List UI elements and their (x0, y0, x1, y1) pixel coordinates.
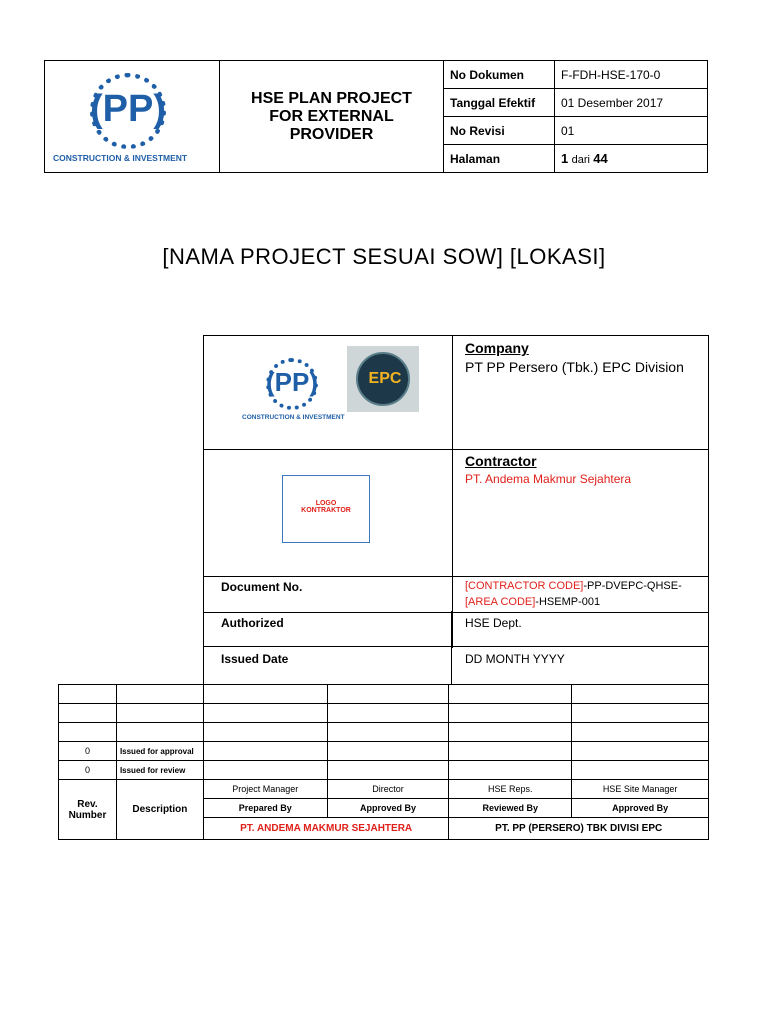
company-name: PT PP Persero (Tbk.) EPC Division (465, 359, 684, 375)
rev-description: Issued for approval (116, 742, 203, 761)
header-title-line-1: HSE PLAN PROJECT (251, 89, 412, 107)
pp-logo-mark: (PP) (90, 88, 166, 130)
action-reviewed-by: Reviewed By (449, 799, 572, 818)
authorized-label: Authorized (221, 616, 284, 630)
header-logo-cell (45, 61, 220, 173)
page-of-text: dari (571, 154, 590, 166)
company-pp-logo (242, 346, 352, 426)
field-value-halaman (555, 145, 708, 173)
document-no-contractor-code: [CONTRACTOR CODE] (465, 580, 584, 592)
page-number: 1 (561, 151, 569, 166)
field-value-no-revisi: 01 (555, 117, 708, 145)
document-no-suffix: -HSEMP-001 (535, 596, 601, 608)
field-label-halaman: Halaman (444, 145, 555, 173)
rev-number: 0 (59, 742, 117, 761)
cover-divider-docno (204, 612, 709, 613)
issued-date-value: DD MONTH YYYY (465, 652, 565, 666)
table-row (59, 685, 709, 704)
document-no-value (465, 578, 705, 610)
table-row (59, 704, 709, 723)
contractor-org: PT. ANDEMA MAKMUR SEJAHTERA (203, 818, 449, 840)
cover-left-border-ext (203, 646, 204, 684)
cover-divider-lower (452, 576, 453, 648)
table-row (59, 742, 709, 761)
contractor-name: PT. Andema Makmur Sejahtera (465, 472, 632, 486)
role-director: Director (327, 780, 449, 799)
document-no-mid: -PP-DVEPC-QHSE- (583, 580, 682, 592)
field-label-tanggal-efektif: Tanggal Efektif (444, 89, 555, 117)
rev-description: Issued for review (116, 761, 203, 780)
field-value-tanggal-efektif: 01 Desember 2017 (555, 89, 708, 117)
field-value-no-dokumen: F-FDH-HSE-170-0 (555, 61, 708, 89)
authorized-value: HSE Dept. (465, 616, 522, 630)
main-title: [NAMA PROJECT SESUAI SOW] [LOKASI] (162, 244, 606, 269)
contractor-logo-text-2: KONTRAKTOR (301, 507, 351, 514)
header-title-cell (220, 61, 444, 173)
document-no-label: Document No. (221, 580, 303, 594)
header-title-line-3: PROVIDER (289, 125, 374, 143)
action-approved-by: Approved By (327, 799, 449, 818)
epc-badge-text: EPC (368, 370, 402, 387)
role-hse-site-manager: HSE Site Manager (572, 780, 709, 799)
action-approved-by-2: Approved By (572, 799, 709, 818)
rev-number-header (59, 780, 117, 840)
table-row (59, 780, 709, 799)
cover-issued-divider (451, 611, 452, 684)
description-header: Description (116, 780, 203, 840)
pp-logo (45, 61, 220, 171)
company-heading: Company (465, 340, 529, 356)
company-pp-logo-mark: (PP) (266, 367, 318, 397)
field-label-no-dokumen: No Dokumen (444, 61, 555, 89)
contractor-heading: Contractor (465, 453, 537, 469)
issued-date-label: Issued Date (221, 652, 289, 666)
cover-right-border-ext (708, 646, 709, 684)
role-hse-reps: HSE Reps. (449, 780, 572, 799)
header-title-line-2: FOR EXTERNAL (269, 107, 394, 125)
company-pp-logo-tagline: CONSTRUCTION & INVESTMENT (242, 414, 345, 421)
contractor-logo-text-1: LOGO (315, 500, 337, 507)
action-prepared-by: Prepared By (203, 799, 327, 818)
pp-logo-tagline: CONSTRUCTION & INVESTMENT (53, 153, 188, 163)
epc-badge-logo (347, 346, 419, 412)
company-org: PT. PP (PERSERO) TBK DIVISI EPC (449, 818, 709, 840)
cover-divider-company (204, 449, 709, 450)
document-no-area-code: [AREA CODE] (465, 596, 536, 608)
field-label-no-revisi: No Revisi (444, 117, 555, 145)
cover-divider-contractor (204, 576, 709, 577)
page-total: 44 (593, 151, 608, 166)
rev-header-line-1: Rev. (77, 798, 98, 810)
role-project-manager: Project Manager (203, 780, 327, 799)
cover-box (203, 335, 709, 666)
revision-table (58, 684, 709, 840)
cover-divider-vertical (452, 336, 453, 576)
document-header-table (44, 60, 708, 173)
table-row (59, 723, 709, 742)
rev-header-line-2: Number (68, 809, 107, 821)
rev-number: 0 (59, 761, 117, 780)
contractor-logo-placeholder (282, 475, 370, 543)
table-row (59, 761, 709, 780)
